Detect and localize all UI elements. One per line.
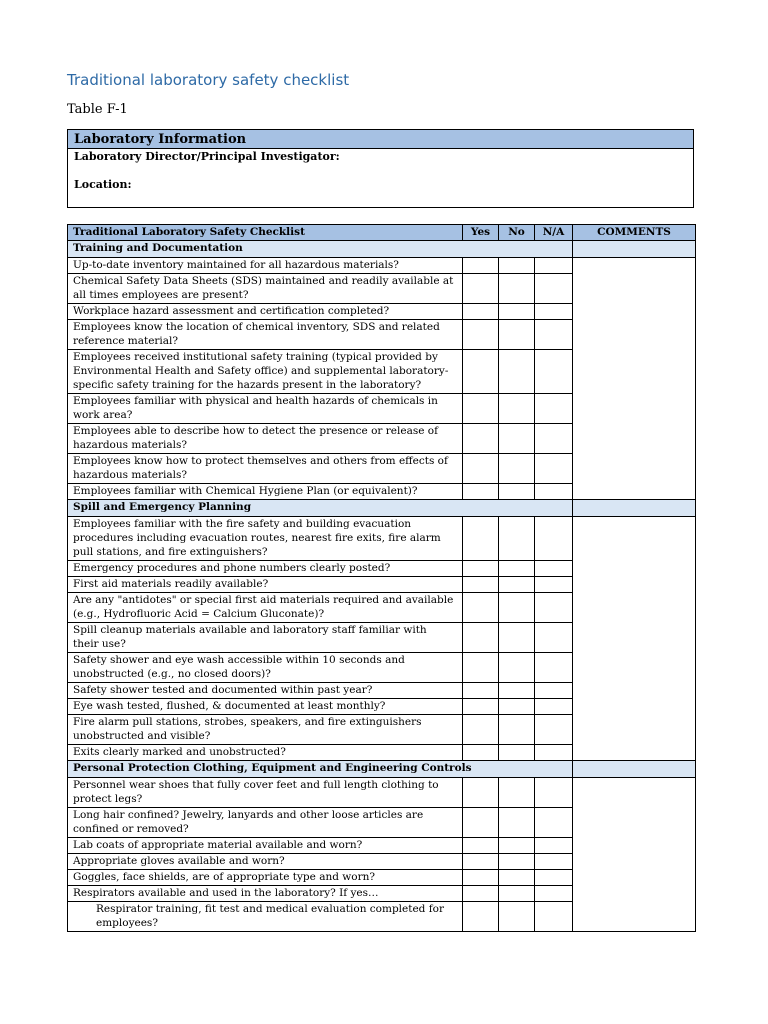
section-title: Spill and Emergency Planning (68, 500, 573, 517)
lab-info-header: Laboratory Information (68, 130, 693, 149)
answer-cell-no[interactable] (499, 484, 535, 500)
answer-cell-na[interactable] (535, 274, 573, 304)
question-line: confined or removed? (73, 823, 189, 835)
answer-cell-no[interactable] (499, 902, 535, 932)
answer-cell-na[interactable] (535, 454, 573, 484)
answer-cell-no[interactable] (499, 424, 535, 454)
column-header-na: N/A (535, 225, 573, 241)
answer-cell-no[interactable] (499, 653, 535, 683)
answer-cell-na[interactable] (535, 745, 573, 761)
section-title: Personal Protection Clothing, Equipment and Engineering Controls (68, 761, 573, 778)
answer-cell-yes[interactable] (463, 304, 499, 320)
answer-cell-na[interactable] (535, 902, 573, 932)
answer-cell-yes[interactable] (463, 394, 499, 424)
answer-cell-na[interactable] (535, 350, 573, 394)
section-comments-cell (573, 761, 696, 778)
answer-cell-na[interactable] (535, 320, 573, 350)
answer-cell-yes[interactable] (463, 745, 499, 761)
checklist-question (68, 653, 463, 683)
section-row (68, 500, 696, 517)
question-line: Eye wash tested, flushed, & documented at least monthly? (73, 700, 386, 712)
question-line: Goggles, face shields, are of appropriate type and worn? (73, 871, 376, 883)
checklist-question (68, 484, 463, 500)
checklist-question (68, 517, 463, 561)
answer-cell-yes[interactable] (463, 454, 499, 484)
checklist-question (68, 394, 463, 424)
answer-cell-no[interactable] (499, 854, 535, 870)
checklist-question (68, 454, 463, 484)
question-line: their use? (73, 638, 126, 650)
checklist-question (68, 274, 463, 304)
answer-cell-yes[interactable] (463, 778, 499, 808)
answer-cell-yes[interactable] (463, 577, 499, 593)
answer-cell-no[interactable] (499, 258, 535, 274)
checklist-question (68, 424, 463, 454)
question-line: all times employees are present? (73, 289, 249, 301)
question-line: Safety shower tested and documented within past year? (73, 684, 373, 696)
lab-info-box (67, 129, 694, 208)
answer-cell-na[interactable] (535, 683, 573, 699)
question-line: specific safety training for the hazards present in the laboratory? (73, 379, 422, 391)
answer-cell-yes[interactable] (463, 854, 499, 870)
checklist-question (68, 577, 463, 593)
answer-cell-na[interactable] (535, 653, 573, 683)
answer-cell-no[interactable] (499, 715, 535, 745)
answer-cell-yes[interactable] (463, 484, 499, 500)
checklist-question (68, 808, 463, 838)
checklist-question (68, 745, 463, 761)
answer-cell-na[interactable] (535, 484, 573, 500)
checklist-question (68, 902, 463, 932)
question-line: Personnel wear shoes that fully cover feet and full length clothing to (73, 779, 439, 791)
answer-cell-yes[interactable] (463, 838, 499, 854)
answer-cell-na[interactable] (535, 886, 573, 902)
question-line: Emergency procedures and phone numbers clearly posted? (73, 562, 391, 574)
answer-cell-no[interactable] (499, 394, 535, 424)
answer-cell-na[interactable] (535, 808, 573, 838)
question-line: Employees received institutional safety training (typical provided by (73, 351, 438, 363)
checklist-row (68, 778, 696, 808)
question-line: First aid materials readily available? (73, 578, 269, 590)
checklist-question (68, 699, 463, 715)
answer-cell-no[interactable] (499, 517, 535, 561)
checklist-question (68, 593, 463, 623)
answer-cell-no[interactable] (499, 808, 535, 838)
section-title: Training and Documentation (68, 241, 573, 258)
answer-cell-na[interactable] (535, 854, 573, 870)
answer-cell-no[interactable] (499, 561, 535, 577)
answer-cell-yes[interactable] (463, 683, 499, 699)
answer-cell-na[interactable] (535, 394, 573, 424)
director-label: Laboratory Director/Principal Investigator: (74, 150, 340, 163)
column-header-item: Traditional Laboratory Safety Checklist (68, 225, 463, 241)
column-header-yes: Yes (463, 225, 499, 241)
comments-cell[interactable] (573, 778, 696, 932)
answer-cell-no[interactable] (499, 838, 535, 854)
checklist-question (68, 304, 463, 320)
section-row (68, 241, 696, 258)
question-line: Employees know how to protect themselves and others from effects of (73, 455, 448, 467)
answer-cell-yes[interactable] (463, 886, 499, 902)
answer-cell-yes[interactable] (463, 715, 499, 745)
checklist-body (68, 241, 696, 932)
question-line: reference material? (73, 335, 179, 347)
answer-cell-no[interactable] (499, 778, 535, 808)
answer-cell-na[interactable] (535, 593, 573, 623)
question-line: procedures including evacuation routes, nearest fire exits, fire alarm (73, 532, 441, 544)
answer-cell-yes[interactable] (463, 320, 499, 350)
question-line: hazardous materials? (73, 439, 188, 451)
answer-cell-no[interactable] (499, 745, 535, 761)
question-line: Safety shower and eye wash accessible within 10 seconds and (73, 654, 405, 666)
section-comments-cell (573, 500, 696, 517)
question-line: Lab coats of appropriate material available and worn? (73, 839, 363, 851)
question-line: unobstructed (e.g., no closed doors)? (73, 668, 271, 680)
question-line: Employees know the location of chemical inventory, SDS and related (73, 321, 440, 333)
checklist-row (68, 517, 696, 561)
question-line: Employees familiar with the fire safety and building evacuation (73, 518, 412, 530)
question-line: Spill cleanup materials available and laboratory staff familiar with (73, 624, 427, 636)
comments-cell[interactable] (573, 258, 696, 500)
question-line: Employees familiar with Chemical Hygiene Plan (or equivalent)? (73, 485, 418, 497)
answer-cell-na[interactable] (535, 715, 573, 745)
safety-checklist-table (67, 224, 696, 932)
question-line: unobstructed and visible? (73, 730, 211, 742)
question-line: pull stations, and fire extinguishers? (73, 546, 268, 558)
checklist-header-row (68, 225, 696, 241)
checklist-question (68, 715, 463, 745)
checklist-question (68, 886, 463, 902)
answer-cell-na[interactable] (535, 517, 573, 561)
document-title: Traditional laboratory safety checklist (67, 71, 350, 89)
answer-cell-no[interactable] (499, 699, 535, 715)
answer-cell-yes[interactable] (463, 517, 499, 561)
question-line: protect legs? (73, 793, 143, 805)
answer-cell-yes[interactable] (463, 902, 499, 932)
question-line: hazardous materials? (73, 469, 188, 481)
question-line: Respirators available and used in the laboratory? If yes… (73, 887, 379, 899)
checklist-question (68, 838, 463, 854)
question-line: Are any "antidotes" or special first aid materials required and available (73, 594, 454, 606)
answer-cell-na[interactable] (535, 577, 573, 593)
checklist-question (68, 683, 463, 699)
answer-cell-yes[interactable] (463, 808, 499, 838)
answer-cell-na[interactable] (535, 424, 573, 454)
answer-cell-no[interactable] (499, 274, 535, 304)
question-line: Employees able to describe how to detect the presence or release of (73, 425, 439, 437)
question-line: Workplace hazard assessment and certification completed? (73, 305, 390, 317)
section-comments-cell (573, 241, 696, 258)
answer-cell-no[interactable] (499, 683, 535, 699)
answer-cell-na[interactable] (535, 258, 573, 274)
answer-cell-na[interactable] (535, 623, 573, 653)
checklist-row (68, 258, 696, 274)
answer-cell-na[interactable] (535, 778, 573, 808)
column-header-comments: COMMENTS (573, 225, 696, 241)
answer-cell-yes[interactable] (463, 350, 499, 394)
question-line: Chemical Safety Data Sheets (SDS) maintained and readily available at (73, 275, 454, 287)
answer-cell-na[interactable] (535, 699, 573, 715)
answer-cell-no[interactable] (499, 320, 535, 350)
question-line: (e.g., Hydrofluoric Acid = Calcium Gluconate)? (73, 608, 325, 620)
answer-cell-na[interactable] (535, 561, 573, 577)
comments-cell[interactable] (573, 517, 696, 761)
answer-cell-no[interactable] (499, 886, 535, 902)
answer-cell-no[interactable] (499, 623, 535, 653)
answer-cell-yes[interactable] (463, 258, 499, 274)
question-line: work area? (73, 409, 133, 421)
question-line: Environmental Health and Safety office) and supplemental laboratory- (73, 365, 449, 377)
question-line: Long hair confined? Jewelry, lanyards and other loose articles are (73, 809, 424, 821)
answer-cell-yes[interactable] (463, 593, 499, 623)
location-label: Location: (74, 178, 132, 191)
answer-cell-yes[interactable] (463, 274, 499, 304)
answer-cell-yes[interactable] (463, 870, 499, 886)
answer-cell-no[interactable] (499, 304, 535, 320)
question-line: Respirator training, fit test and medical evaluation completed for (96, 903, 444, 915)
checklist-question (68, 561, 463, 577)
answer-cell-yes[interactable] (463, 653, 499, 683)
question-line: Fire alarm pull stations, strobes, speakers, and fire extinguishers (73, 716, 422, 728)
answer-cell-na[interactable] (535, 304, 573, 320)
checklist-question (68, 350, 463, 394)
checklist-question (68, 854, 463, 870)
question-line: Appropriate gloves available and worn? (73, 855, 285, 867)
section-row (68, 761, 696, 778)
answer-cell-no[interactable] (499, 454, 535, 484)
table-label: Table F-1 (67, 102, 128, 117)
answer-cell-yes[interactable] (463, 699, 499, 715)
checklist-question (68, 623, 463, 653)
answer-cell-no[interactable] (499, 577, 535, 593)
checklist-question (68, 258, 463, 274)
checklist-question (68, 778, 463, 808)
question-line: Up-to-date inventory maintained for all hazardous materials? (73, 259, 399, 271)
column-header-no: No (499, 225, 535, 241)
question-line: employees? (96, 917, 158, 929)
answer-cell-yes[interactable] (463, 561, 499, 577)
checklist-question (68, 320, 463, 350)
answer-cell-no[interactable] (499, 870, 535, 886)
checklist-question (68, 870, 463, 886)
answer-cell-no[interactable] (499, 593, 535, 623)
answer-cell-na[interactable] (535, 870, 573, 886)
answer-cell-yes[interactable] (463, 623, 499, 653)
answer-cell-na[interactable] (535, 838, 573, 854)
answer-cell-yes[interactable] (463, 424, 499, 454)
question-line: Exits clearly marked and unobstructed? (73, 746, 286, 758)
question-line: Employees familiar with physical and health hazards of chemicals in (73, 395, 438, 407)
answer-cell-no[interactable] (499, 350, 535, 394)
